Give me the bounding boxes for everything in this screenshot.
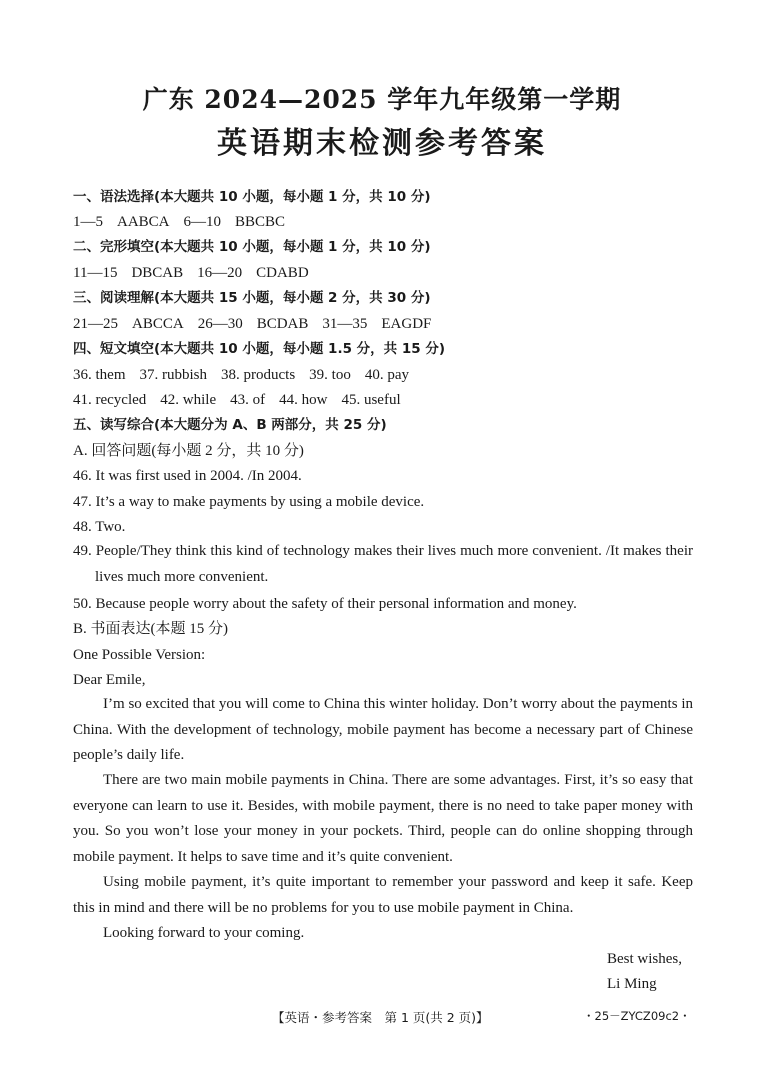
section-4-answers-row-2 xyxy=(73,391,415,409)
section-4-answers-row-1 xyxy=(73,366,423,384)
answer-item: 36. them xyxy=(73,367,126,383)
letter-greeting: Dear Emile, xyxy=(73,672,146,688)
answer-item: 42. while xyxy=(160,392,217,408)
answer-letters: EAGDF xyxy=(381,316,432,332)
answer-range: 21—25 xyxy=(73,316,118,332)
answer-range: 31—35 xyxy=(322,316,368,332)
answer-46: 46. It was first used in 2004. /In 2004. xyxy=(73,468,302,484)
section-5-heading: 五、读写综合(本大题分为 A、B 两部分，共 25 分) xyxy=(73,417,387,433)
answer-range: 6—10 xyxy=(183,214,222,230)
answer-item: 43. of xyxy=(230,392,266,408)
answer-47: 47. It’s a way to make payments by using a mobile device. xyxy=(73,494,425,510)
answer-48: 48. Two. xyxy=(73,519,126,535)
section-2-answers xyxy=(73,264,323,282)
part-b-heading: B. 书面表达(本题 15 分) xyxy=(73,621,228,637)
answer-item: 41. recycled xyxy=(73,392,147,408)
answer-letters: DBCAB xyxy=(131,265,184,281)
answer-letters: BCDAB xyxy=(256,316,309,332)
section-1-answers xyxy=(73,213,299,231)
answer-item: 44. how xyxy=(279,392,328,408)
answer-letters: ABCCA xyxy=(132,316,184,332)
answer-range: 1—5 xyxy=(73,214,103,230)
letter-closing: Best wishes, xyxy=(607,951,682,967)
answer-letters: CDABD xyxy=(256,265,309,281)
section-1-heading: 一、语法选择(本大题共 10 小题，每小题 1 分，共 10 分) xyxy=(73,189,431,205)
answer-range: 16—20 xyxy=(197,265,243,281)
answer-range: 11—15 xyxy=(73,265,118,281)
section-3-answers xyxy=(73,315,445,333)
answer-range: 26—30 xyxy=(197,316,243,332)
answer-50: 50. Because people worry about the safety of their personal information and money. xyxy=(73,596,577,612)
footer-page-info: 【英语・参考答案 第 1 页(共 2 页)】 xyxy=(272,1010,489,1025)
answer-item: 40. pay xyxy=(364,367,410,383)
answer-item: 45. useful xyxy=(341,392,401,408)
section-2-heading: 二、完形填空(本大题共 10 小题，每小题 1 分，共 10 分) xyxy=(73,239,431,255)
answer-item: 37. rubbish xyxy=(139,367,207,383)
letter-signature: Li Ming xyxy=(607,976,657,992)
section-3-heading: 三、阅读理解(本大题共 15 小题，每小题 2 分，共 30 分) xyxy=(73,290,431,306)
letter-paragraph-2: There are two main mobile payments in China. There are some advantages. First, it’s so easy that everyone can learn to use it. Besides, with mobile payment, there is no need to take paper money with you. So you won’t lose your money in your pockets. Third, people can do online shopping through mobile payment. It helps to save time and it’s quite convenient. xyxy=(73,772,693,865)
letter-paragraph-1: I’m so excited that you will come to China this winter holiday. Don’t worry about the payments in China. With the development of technology, mobile payment has become a necessary part of Chinese people’s daily life. xyxy=(73,696,693,763)
footer-code: ・25－ZYCZ09c2・ xyxy=(583,1009,691,1023)
answer-49: 49. People/They think this kind of technology makes their lives much more convenient. /It makes their lives much more convenient. xyxy=(73,543,693,585)
section-4-heading: 四、短文填空(本大题共 10 小题，每小题 1.5 分，共 15 分) xyxy=(73,341,446,357)
answer-letters: BBCBC xyxy=(235,214,286,230)
answer-letters: AABCA xyxy=(117,214,170,230)
answer-item: 39. too xyxy=(309,367,351,383)
part-a-heading: A. 回答问题(每小题 2 分，共 10 分) xyxy=(73,443,304,459)
letter-paragraph-4: Looking forward to your coming. xyxy=(103,925,305,941)
title-line-1: 广东 2024—2025 学年九年级第一学期 xyxy=(142,85,622,114)
version-label: One Possible Version: xyxy=(73,647,206,663)
answer-item: 38. products xyxy=(221,367,296,383)
letter-paragraph-3: Using mobile payment, it’s quite important to remember your password and keep it safe. Keep this in mind and there will be no problems for you to use mobile payment in China. xyxy=(73,874,693,916)
title-line-2: 英语期末检测参考答案 xyxy=(217,126,547,161)
